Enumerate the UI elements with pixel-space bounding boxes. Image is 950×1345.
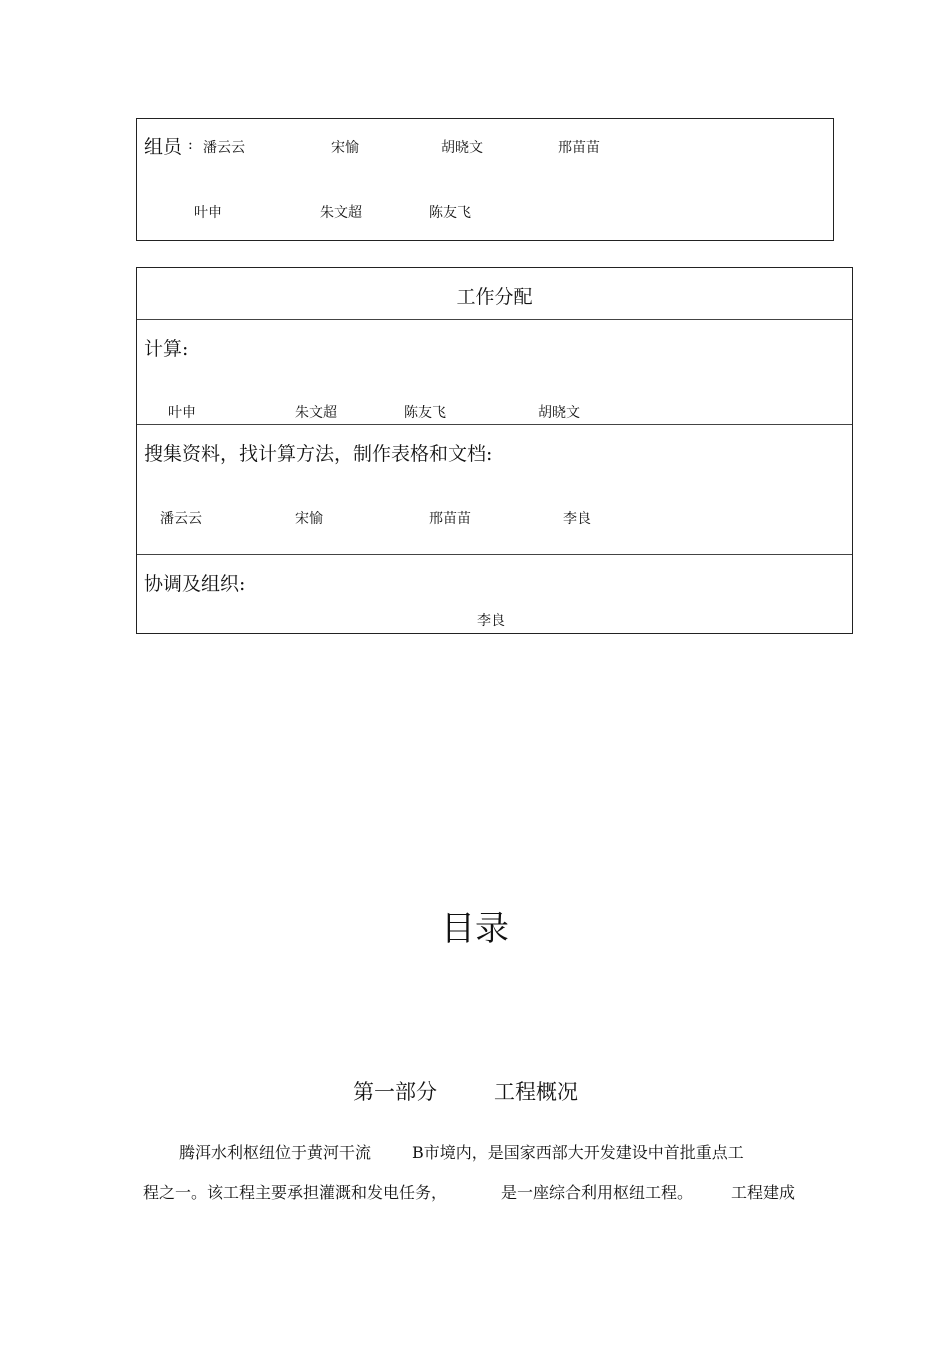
calc-name: 朱文超 <box>295 405 337 421</box>
table-divider <box>137 554 852 555</box>
table-divider <box>137 424 852 425</box>
collect-label: 搜集资料，找计算方法，制作表格和文档: <box>144 443 493 465</box>
paragraph-text: 程之一。该工程主要承担灌溉和发电任务， <box>143 1183 448 1202</box>
paragraph-text: 是一座综合利用枢纽工程。 <box>501 1183 694 1202</box>
paragraph-text: B市境内，是国家西部大开发建设中首批重点工 <box>412 1143 744 1162</box>
member-name: 朱文超 <box>320 205 362 221</box>
member-name: 叶申 <box>194 205 222 221</box>
collect-name: 宋愉 <box>295 511 323 527</box>
calc-name: 陈友飞 <box>404 405 446 421</box>
coord-label: 协调及组织: <box>144 573 246 595</box>
members-colon: : <box>188 137 193 153</box>
paragraph-text: 腾洱水利枢纽位于黄河干流 <box>179 1143 372 1162</box>
member-name: 潘云云 <box>203 140 245 156</box>
member-name: 陈友飞 <box>429 205 471 221</box>
collect-name: 李良 <box>563 511 591 527</box>
coord-name: 李良 <box>477 613 505 629</box>
member-name: 胡晓文 <box>441 140 483 156</box>
part-title: 工程概况 <box>494 1080 578 1104</box>
members-label: 组员 <box>144 136 183 158</box>
paragraph-text: 工程建成 <box>731 1183 796 1202</box>
calc-name: 胡晓文 <box>538 405 580 421</box>
toc-title: 目录 <box>441 909 509 949</box>
calc-name: 叶申 <box>168 405 196 421</box>
member-name: 邢苗苗 <box>558 140 600 156</box>
collect-name: 潘云云 <box>160 511 202 527</box>
part-number: 第一部分 <box>353 1080 437 1104</box>
member-name: 宋愉 <box>331 140 359 156</box>
table-divider <box>137 319 852 320</box>
work-table-title: 工作分配 <box>456 286 533 308</box>
collect-name: 邢苗苗 <box>429 511 471 527</box>
calc-label: 计算: <box>144 338 189 360</box>
work-distribution-table <box>136 267 853 634</box>
members-box <box>136 118 834 241</box>
